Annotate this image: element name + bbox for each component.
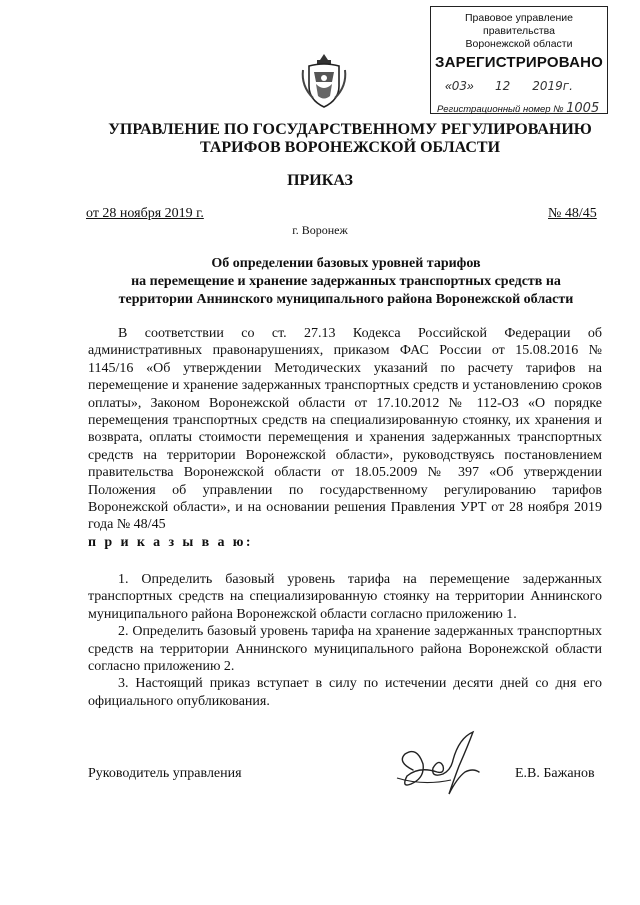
list-item: 3. Настоящий приказ вступает в силу по истечении десяти дней со дня его официального опубликования. [88, 676, 602, 709]
stamp-issuer: Правовое управление правительства Воронежской области [464, 12, 573, 50]
signer-name: Е.В. Бажанов [515, 766, 595, 781]
document-date: от 28 ноября 2019 г. [86, 206, 204, 221]
document-type: ПРИКАЗ [287, 172, 353, 189]
handwritten-signature [393, 728, 498, 800]
document-number: № 48/45 [548, 206, 597, 221]
stamp-date: «03» 12 2019г. [445, 79, 573, 93]
document-city: г. Воронеж [292, 223, 348, 237]
org-name-line2: ТАРИФОВ ВОРОНЕЖСКОЙ ОБЛАСТИ [199, 139, 501, 156]
document-title: Об определении базовых уровней тарифов на перемещение и хранение задержанных транспортных средств на территории Аннинского муниципального района Воронежской области [118, 256, 574, 307]
list-item: 2. Определить базовый уровень тарифа на хранение задержанных транспортных средств на территории Аннинского муниципального района Воронежской области согласно приложению 2. [88, 624, 602, 675]
order-items [88, 571, 602, 710]
stamp-reg-number: Регистрационный номер № 1005 [437, 101, 600, 116]
signer-position: Руководитель управления [88, 766, 242, 781]
stamp-status: ЗАРЕГИСТРИРОВАНО [434, 54, 604, 71]
command-word: п р и к а з ы в а ю: [88, 534, 253, 550]
list-item: 1. Определить базовый уровень тарифа на перемещение задержанных транспортных средств на специализированную стоянку на территории Аннинского муниципального района Воронежской области согласно приложению 1. [88, 572, 602, 622]
registration-stamp [430, 6, 608, 114]
preamble-paragraph: В соответствии со ст. 27.13 Кодекса Российской Федерации об административных правонарушениях, приказом ФАС России от 15.08.2016 № 1145/16 «Об утверждении Методических указаний по расчету тарифов на перемещение и хранение задержанных транспортных средств и установлению сроков оплаты», Законом Воронежской области от 17.10.2012 № 112-ОЗ «О порядке перемещения транспортных средств на специализированную стоянку, их хранения и возврата, оплаты стоимости перемещения и хранения задержанных транспортных средств на территории Воронежской области», руководствуясь постановлением правительства Воронежской области от 18.05.2009 № 397 «Об утверждении Положения об управлении по государственному регулированию тарифов Воронежской области», и на основании решения Правления УРТ от 28 ноября 2019 года № 48/45 п р и к а з ы в а ю: [88, 326, 602, 550]
org-name-line1: УПРАВЛЕНИЕ ПО ГОСУДАРСТВЕННОМУ РЕГУЛИРОВАНИЮ [108, 121, 592, 138]
coat-of-arms-icon [299, 52, 349, 110]
